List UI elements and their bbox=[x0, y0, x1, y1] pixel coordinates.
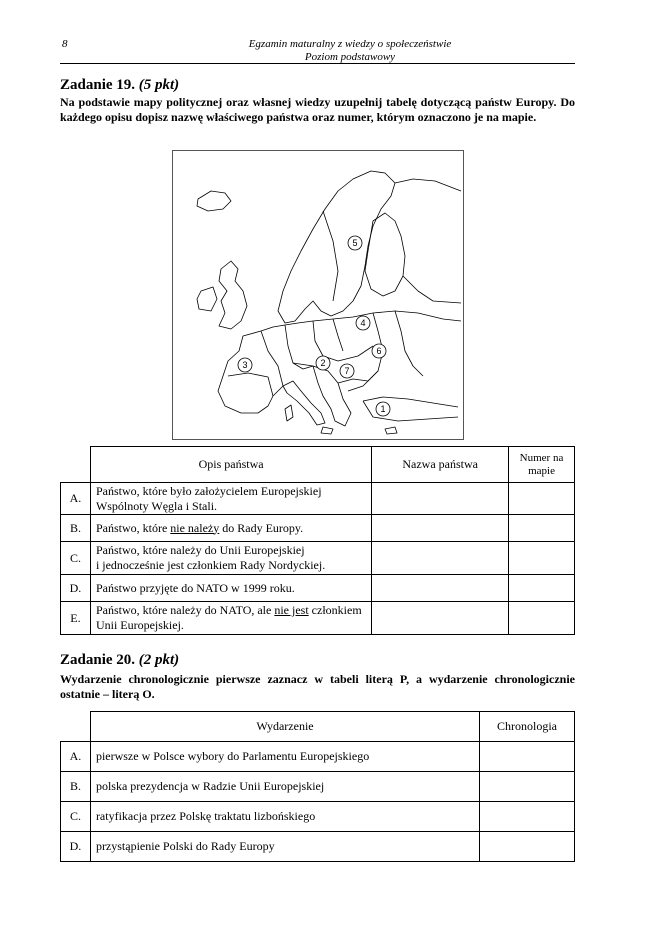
map-label-6: 6 bbox=[376, 346, 382, 356]
task19-title bbox=[60, 77, 179, 94]
map-number-input[interactable] bbox=[509, 575, 575, 602]
map-number-input[interactable] bbox=[509, 483, 575, 515]
map-marker-6 bbox=[372, 344, 386, 358]
row-event: polska prezydencja w Radzie Unii Europejskiej bbox=[90, 772, 479, 802]
map-number-input[interactable] bbox=[509, 602, 575, 635]
row-description: Państwo, które należy do NATO, ale nie jest członkiem Unii Europejskiej. bbox=[90, 602, 371, 635]
row-letter: C. bbox=[61, 802, 91, 832]
row-letter: A. bbox=[61, 742, 91, 772]
row-event: pierwsze w Polsce wybory do Parlamentu Europejskiego bbox=[90, 742, 479, 772]
map-label-3: 3 bbox=[242, 360, 248, 370]
table-header-row bbox=[61, 447, 575, 483]
row-letter: A. bbox=[61, 483, 91, 515]
row-letter: D. bbox=[61, 832, 91, 862]
country-name-input[interactable] bbox=[372, 483, 509, 515]
map-label-7: 7 bbox=[344, 366, 350, 376]
map-marker-1 bbox=[376, 402, 390, 416]
exam-header bbox=[150, 38, 550, 64]
row-letter: B. bbox=[61, 772, 91, 802]
task20-title bbox=[60, 652, 179, 669]
chronology-input[interactable] bbox=[480, 742, 575, 772]
map-marker-4 bbox=[356, 316, 370, 330]
table-header-row bbox=[61, 712, 575, 742]
row-description: Państwo, które było założycielem Europejskiej Wspólnoty Węgla i Stali. bbox=[90, 483, 371, 515]
table-row bbox=[61, 772, 575, 802]
map-label-1: 1 bbox=[380, 404, 386, 414]
country-name-input[interactable] bbox=[372, 542, 509, 575]
row-letter: B. bbox=[61, 515, 91, 542]
row-letter: D. bbox=[61, 575, 91, 602]
chronology-input[interactable] bbox=[480, 832, 575, 862]
col-header-chronology: Chronologia bbox=[480, 712, 575, 742]
row-event: ratyfikacja przez Polskę traktatu lizbońskiego bbox=[90, 802, 479, 832]
row-description: Państwo, które należy do Unii Europejskiej i jednocześnie jest członkiem Rady Nordyckiej. bbox=[90, 542, 371, 575]
map-marker-5 bbox=[348, 236, 362, 250]
row-letter: E. bbox=[61, 602, 91, 635]
header-divider bbox=[60, 63, 575, 64]
chronology-input[interactable] bbox=[480, 772, 575, 802]
map-number-input[interactable] bbox=[509, 542, 575, 575]
task19-table bbox=[60, 446, 575, 635]
country-name-input[interactable] bbox=[372, 515, 509, 542]
map-marker-7 bbox=[340, 364, 354, 378]
exam-title: Egzamin maturalny z wiedzy o społeczeństwie bbox=[248, 38, 452, 50]
row-description: Państwo przyjęte do NATO w 1999 roku. bbox=[90, 575, 371, 602]
empty-corner-cell bbox=[61, 712, 91, 742]
row-letter: C. bbox=[61, 542, 91, 575]
table-row bbox=[61, 483, 575, 515]
map-number-input[interactable] bbox=[509, 515, 575, 542]
col-header-map-number: Numer na mapie bbox=[509, 447, 575, 483]
task20-points: (2 pkt) bbox=[138, 652, 180, 668]
map-label-5: 5 bbox=[352, 238, 358, 248]
map-marker-3 bbox=[238, 358, 252, 372]
task20-number: Zadanie 20. bbox=[60, 652, 136, 668]
empty-corner-cell bbox=[61, 447, 91, 483]
map-marker-2 bbox=[316, 356, 330, 370]
table-row bbox=[61, 802, 575, 832]
table-row bbox=[61, 832, 575, 862]
page-number: 8 bbox=[62, 38, 68, 50]
table-row bbox=[61, 742, 575, 772]
task20-instruction: Wydarzenie chronologicznie pierwsze zaznacz w tabeli literą P, a wydarzenie chronologicznie ostatnie – literą O. bbox=[60, 672, 575, 701]
table-row bbox=[61, 575, 575, 602]
chronology-input[interactable] bbox=[480, 802, 575, 832]
map-label-4: 4 bbox=[360, 318, 366, 328]
map-label-2: 2 bbox=[320, 358, 326, 368]
task20-table bbox=[60, 711, 575, 862]
table-row bbox=[61, 602, 575, 635]
row-description: Państwo, które nie należy do Rady Europy. bbox=[90, 515, 371, 542]
exam-level: Poziom podstawowy bbox=[304, 51, 396, 63]
country-name-input[interactable] bbox=[372, 602, 509, 635]
row-event: przystąpienie Polski do Rady Europy bbox=[90, 832, 479, 862]
task19-points: (5 pkt) bbox=[138, 77, 180, 93]
col-header-event: Wydarzenie bbox=[90, 712, 479, 742]
table-row bbox=[61, 542, 575, 575]
europe-map bbox=[172, 150, 464, 440]
task19-number: Zadanie 19. bbox=[60, 77, 136, 93]
col-header-description: Opis państwa bbox=[90, 447, 371, 483]
col-header-country-name: Nazwa państwa bbox=[372, 447, 509, 483]
europe-map-drawing bbox=[173, 151, 463, 439]
table-row bbox=[61, 515, 575, 542]
task19-instruction: Na podstawie mapy politycznej oraz własnej wiedzy uzupełnij tabelę dotyczącą państw Europy. Do każdego opisu dopisz nazwę właściwego państwa oraz numer, którym oznaczono je na mapie. bbox=[60, 95, 575, 124]
country-name-input[interactable] bbox=[372, 575, 509, 602]
